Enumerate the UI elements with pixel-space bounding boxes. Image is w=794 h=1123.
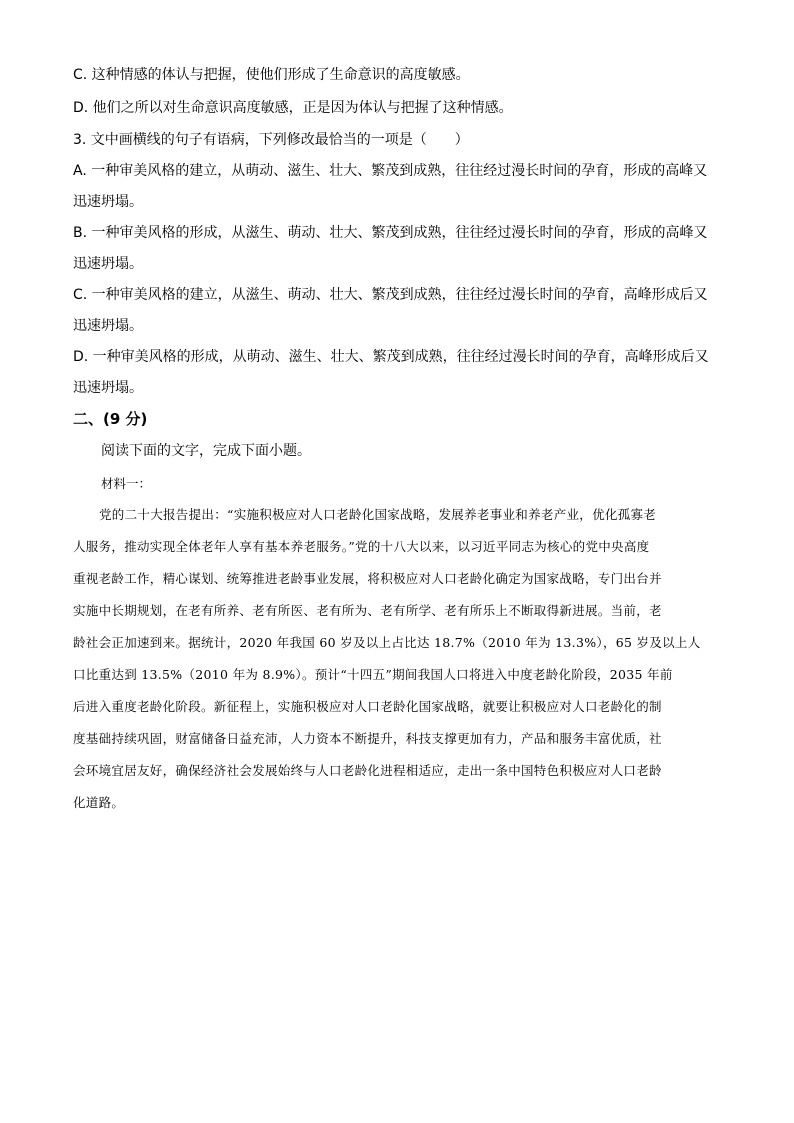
material-line: 度基础持续巩固，财富储备日益充沛，人力资本不断提升，科技支撑更加有力，产品和服务丰富优质，社: [73, 731, 662, 746]
material-line: 党的二十大报告提出：“实施积极应对人口老龄化国家战略，发展养老事业和养老产业，优化孤寡老: [99, 507, 657, 522]
material-line: 会环境宜居友好，确保经济社会发展始终与人口老龄化进程相适应，走出一条中国特色积极应对人口老龄: [73, 763, 662, 778]
option-d-q2: D. 他们之所以对生命意识高度敏感，正是因为体认与把握了这种情感。: [73, 100, 513, 116]
reading-instruction: 阅读下面的文字，完成下面小题。: [101, 443, 311, 459]
question-3-stem: 3. 文中画横线的句子有语病，下列修改最恰当的一项是（ ）: [73, 132, 469, 148]
material-line: 重视老龄工作，精心谋划、统筹推进老龄事业发展，将积极应对人口老龄化确定为国家战略，专门出台并: [73, 571, 662, 586]
material-line: 口比重达到 13.5%（2010 年为 8.9%）。预计“十四五”期间我国人口将进入中度老龄化阶段，2035 年前: [73, 667, 673, 682]
option-c-q2: C. 这种情感的体认与把握，使他们形成了生命意识的高度敏感。: [73, 67, 470, 83]
section-heading: 二、(9 分): [73, 410, 148, 428]
material-line: 人服务，推动实现全体老年人享有基本养老服务。”党的十八大以来，以习近平同志为核心的党中央高度: [73, 539, 650, 554]
option-d-line-1: D. 一种审美风格的形成，从萌动、滋生、壮大、繁茂到成熟，往往经过漫长时间的孕育，高峰形成后又: [73, 349, 709, 365]
material-line: 龄社会正加速到来。据统计，2020 年我国 60 岁及以上占比达 18.7%（2010 年为 13.3%），65 岁及以上人: [73, 635, 701, 650]
material-line: 后进入重度老龄化阶段。新征程上，实施积极应对人口老龄化国家战略，就要让积极应对人口老龄化的制: [73, 699, 662, 714]
material-line: 化道路。: [73, 795, 125, 810]
option-c-line-1: C. 一种审美风格的建立，从滋生、萌动、壮大、繁茂到成熟，往往经过漫长时间的孕育，高峰形成后又: [73, 287, 708, 303]
material-label: 材料一：: [101, 476, 152, 491]
material-line: 实施中长期规划，在老有所养、老有所医、老有所为、老有所学、老有所乐上不断取得新进展。当前，老: [73, 603, 662, 618]
option-c-line-2: 迅速坍塌。: [73, 318, 143, 334]
option-a-line-1: A. 一种审美风格的建立，从萌动、滋生、壮大、繁茂到成熟，往往经过漫长时间的孕育，形成的高峰又: [73, 163, 708, 179]
option-a-line-2: 迅速坍塌。: [73, 194, 143, 210]
option-b-line-2: 迅速坍塌。: [73, 256, 143, 272]
option-d-line-2: 迅速坍塌。: [73, 380, 143, 396]
option-b-line-1: B. 一种审美风格的形成，从滋生、萌动、壮大、繁茂到成熟，往往经过漫长时间的孕育，形成的高峰又: [73, 225, 708, 241]
